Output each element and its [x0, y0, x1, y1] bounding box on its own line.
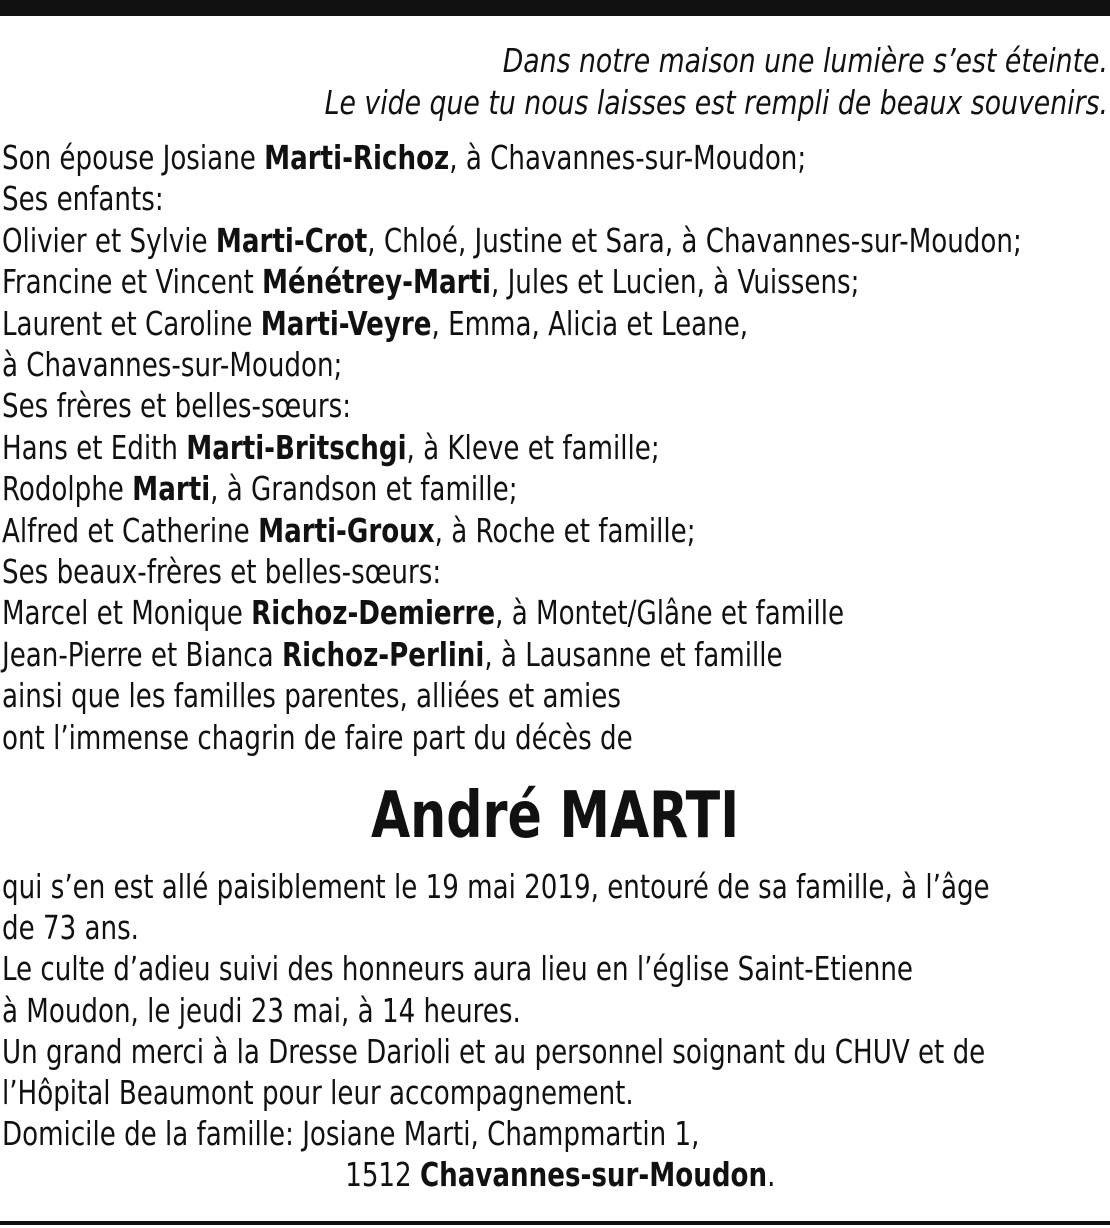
family-line: Hans et Edith Marti-Britschgi, à Kleve et famille;	[2, 427, 660, 467]
family-line: Ses frères et belles-sœurs:	[2, 386, 352, 426]
closing-line: qui s’en est allé paisiblement le 19 mai 2019, entouré de sa famille, à l’âge	[2, 867, 990, 906]
bottom-border-rule	[0, 1221, 1110, 1225]
family-line: Rodolphe Marti, à Grandson et famille;	[2, 469, 518, 509]
town-name: Chavannes-sur-Moudon	[419, 1155, 768, 1195]
family-line: à Chavannes-sur-Moudon;	[2, 345, 343, 385]
family-line: ont l’immense chagrin de faire part du décès de	[2, 717, 633, 757]
family-line: Olivier et Sylvie Marti-Crot, Chloé, Justine et Sara, à Chavannes-sur-Moudon;	[2, 220, 1022, 260]
family-line: Ses beaux-frères et belles-sœurs:	[2, 552, 442, 592]
family-line: Ses enfants:	[2, 179, 164, 219]
closing-line: Un grand merci à la Dresse Darioli et au personnel soignant du CHUV et de	[2, 1031, 986, 1071]
closing-line: à Moudon, le jeudi 23 mai, à 14 heures.	[2, 990, 521, 1030]
family-address-line: 1512 Chavannes-sur-Moudon.	[345, 1155, 776, 1195]
postcode: 1512	[345, 1155, 420, 1195]
deceased-name-heading: André MARTI	[370, 779, 740, 853]
closing-line: l’Hôpital Beaumont pour leur accompagnement.	[2, 1073, 634, 1113]
epigraph-line-2: Le vide que tu nous laisses est rempli de beaux souvenirs.	[324, 83, 1108, 122]
family-line: ainsi que les familles parentes, alliées et amies	[2, 676, 621, 716]
closing-line: Le culte d’adieu suivi des honneurs aura lieu en l’église Saint-Etienne	[2, 949, 913, 989]
epigraph-quote	[111, 40, 1108, 124]
top-border-rule	[0, 0, 1110, 16]
epigraph-line-1: Dans notre maison une lumière s’est éteinte.	[502, 41, 1108, 80]
family-line: Alfred et Catherine Marti-Groux, à Roche et famille;	[2, 510, 696, 550]
family-line: Francine et Vincent Ménétrey-Marti, Jules et Lucien, à Vuissens;	[2, 262, 860, 302]
family-line: Laurent et Caroline Marti-Veyre, Emma, Alicia et Leane,	[2, 303, 749, 343]
family-line: Jean-Pierre et Bianca Richoz-Perlini, à Lausanne et famille	[2, 634, 783, 674]
closing-line: Domicile de la famille: Josiane Marti, Champmartin 1,	[2, 1114, 700, 1154]
closing-line: de 73 ans.	[2, 908, 139, 948]
closing-text	[2, 866, 1102, 1196]
family-line: Son épouse Josiane Marti-Richoz, à Chavannes-sur-Moudon;	[2, 138, 807, 177]
family-line: Marcel et Monique Richoz-Demierre, à Montet/Glâne et famille	[2, 593, 845, 633]
family-list	[2, 137, 1058, 758]
